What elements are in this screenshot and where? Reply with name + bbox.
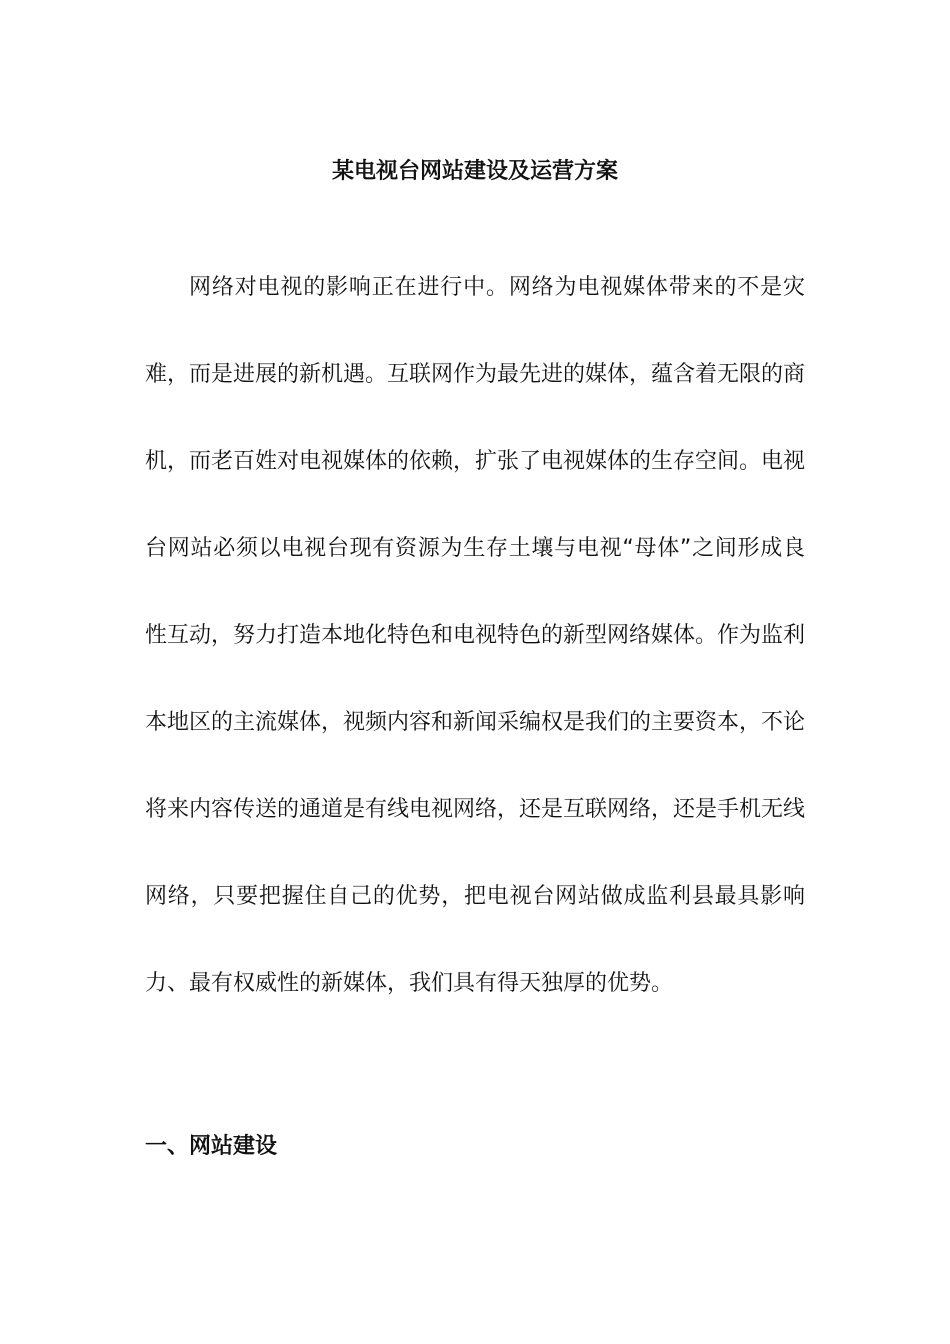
section-heading-website-construction: 一、网站建设 <box>145 1134 278 1159</box>
intro-paragraph: 网络对电视的影响正在进行中。网络为电视媒体带来的不是灾难，而是进展的新机遇。互联网作为最先进的媒体，蕴含着无限的商机，而老百姓对电视媒体的依赖，扩张了电视媒体的生存空间。电视台网站必须以电视台现有资源为生存土壤与电视“母体”之间形成良性互动，努力打造本地化特色和电视特色的新型网络媒体。作为监利本地区的主流媒体，视频内容和新闻采编权是我们的主要资本，不论将来内容传送的通道是有线电视网络，还是互联网络，还是手机无线网络，只要把握住自己的优势，把电视台网站做成监利县最具影响力、最有权威性的新媒体，我们具有得天独厚的优势。 <box>145 275 806 996</box>
document-title: 某电视台网站建设及运营方案 <box>331 159 618 184</box>
